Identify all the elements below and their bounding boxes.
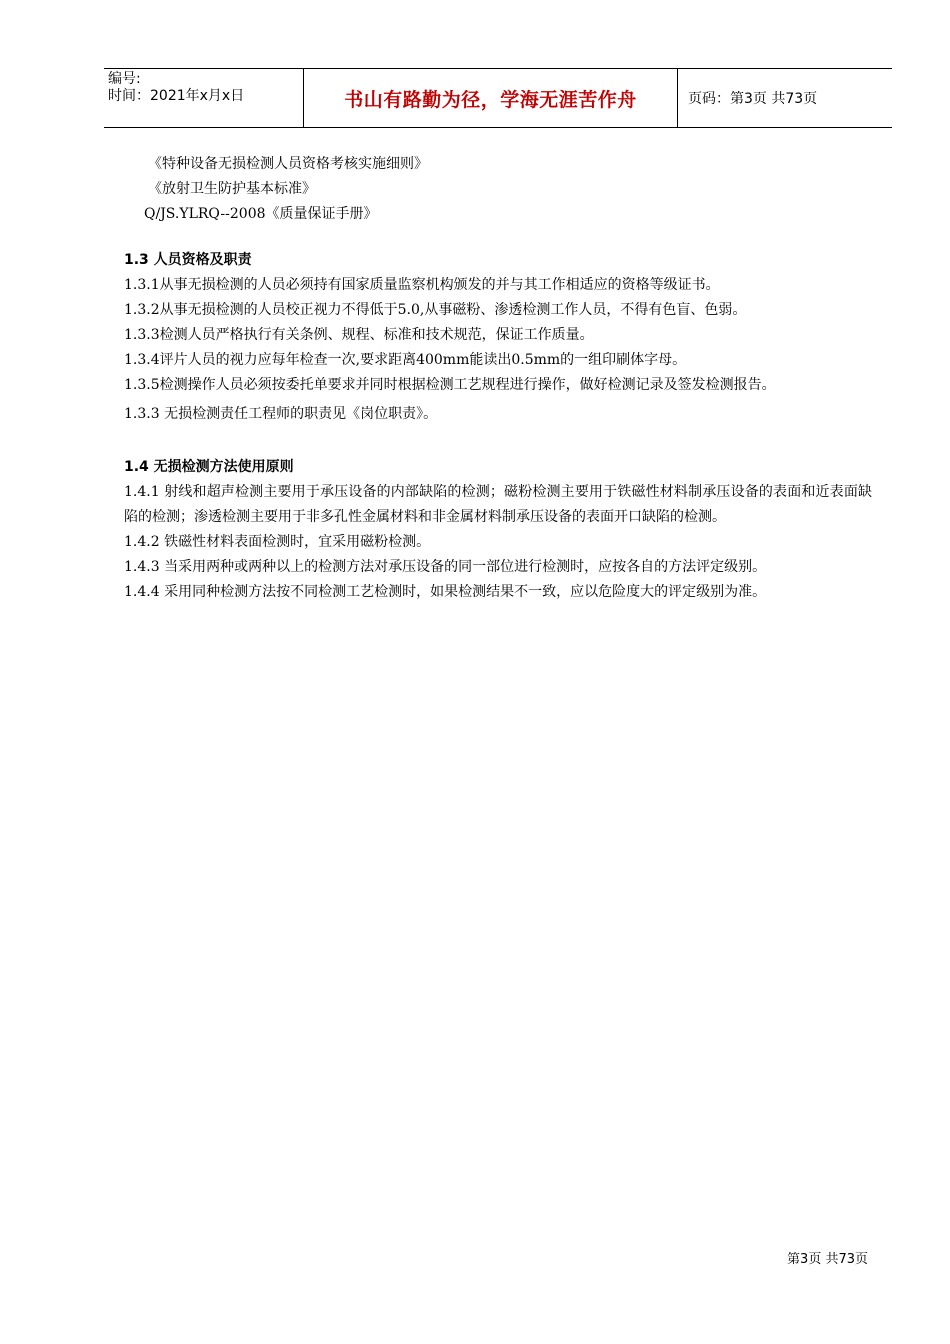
section-heading-1-3: 1.3 人员资格及职责 <box>124 252 252 268</box>
clause-1-4-2: 1.4.2 铁磁性材料表面检测时，宜采用磁粉检测。 <box>124 534 431 550</box>
clause-1-4-4: 1.4.4 采用同种检测方法按不同检测工艺检测时，如果检测结果不一致，应以危险度大的评定级别为准。 <box>124 584 767 600</box>
reference-item: 《放射卫生防护基本标准》 <box>148 181 316 197</box>
serial-label: 编号: <box>108 71 141 87</box>
header-motto-cell <box>304 69 678 127</box>
reference-item: Q/JS.YLRQ--2008《质量保证手册》 <box>144 206 378 222</box>
clause-1-3-4: 1.3.4评片人员的视力应每年检查一次,要求距离400mm能读出0.5mm的一组印刷体字母。 <box>124 352 687 368</box>
page-label: 页码：第3页 共73页 <box>688 91 818 107</box>
clause-1-3-3: 1.3.3检测人员严格执行有关条例、规程、标准和技术规范，保证工作质量。 <box>124 327 594 343</box>
page-footer <box>0 1248 868 1267</box>
header-meta <box>104 69 304 127</box>
date-label: 时间：2021年x月x日 <box>108 88 245 104</box>
reference-item: 《特种设备无损检测人员资格考核实施细则》 <box>148 156 428 172</box>
section-heading-1-4: 1.4 无损检测方法使用原则 <box>124 459 294 475</box>
clause-1-4-1: 1.4.1 射线和超声检测主要用于承压设备的内部缺陷的检测；磁粉检测主要用于铁磁性材料制承压设备的表面和近表面缺陷的检测；渗透检测主要用于非多孔性金属材料和非金属材料制承压设备的表面开口缺陷的检测。 <box>124 484 872 525</box>
clause-1-3-5: 1.3.5检测操作人员必须按委托单要求并同时根据检测工艺规程进行操作，做好检测记录及签发检测报告。 <box>124 377 776 393</box>
header-page-cell <box>678 69 892 127</box>
footer-page-number: 第3页 共73页 <box>787 1252 868 1267</box>
document-body <box>124 152 872 605</box>
clause-1-4-3: 1.4.3 当采用两种或两种以上的检测方法对承压设备的同一部位进行检测时，应按各自的方法评定级别。 <box>124 559 767 575</box>
clause-1-3-6: 1.3.3 无损检测责任工程师的职责见《岗位职责》。 <box>124 406 438 422</box>
page-header <box>104 68 892 128</box>
clause-1-3-1: 1.3.1从事无损检测的人员必须持有国家质量监察机构颁发的并与其工作相适应的资格等级证书。 <box>124 277 720 293</box>
motto-text: 书山有路勤为径，学海无涯苦作舟 <box>344 88 637 111</box>
clause-1-3-2: 1.3.2从事无损检测的人员校正视力不得低于5.0,从事磁粉、渗透检测工作人员，不得有色盲、色弱。 <box>124 302 747 318</box>
